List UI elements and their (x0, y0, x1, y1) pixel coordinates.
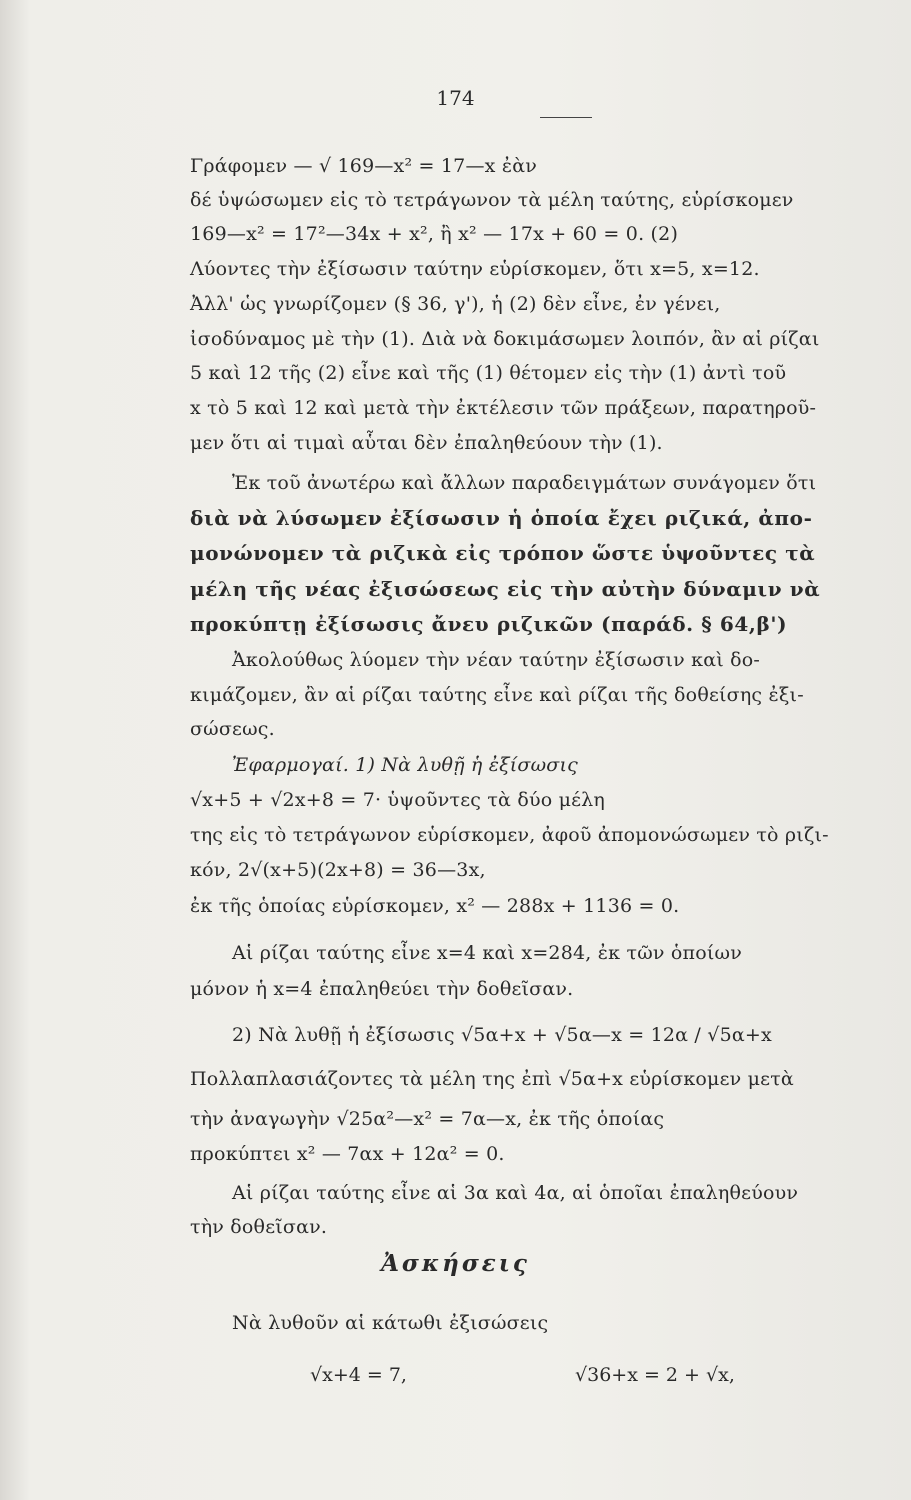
rule-line-bold: διὰ νὰ λύσωμεν ἐξίσωσιν ἡ ὁποία ἔχει ριζικά, ἀπο- (190, 506, 813, 530)
equation-line: √x+5 + √2x+8 = 7· ὑψοῦντες τὰ δύο μέλη (190, 789, 606, 811)
text-line: ἰσοδύναμος μὲ τὴν (1). Διὰ νὰ δοκιμάσωμεν λοιπόν, ἂν αἱ ρίζαι (190, 328, 820, 350)
text-line: μόνον ἡ x=4 ἐπαληθεύει τὴν δοθεῖσαν. (190, 978, 574, 1000)
text-line: Πολλαπλασιάζοντες τὰ μέλη της ἐπὶ √5α+x εὑρίσκομεν μετὰ (190, 1068, 794, 1090)
text-line: Ἀκολούθως λύομεν τὴν νέαν ταύτην ἐξίσωσιν καὶ δο- (232, 649, 761, 671)
text-line: Αἱ ρίζαι ταύτης εἶνε x=4 καὶ x=284, ἐκ τῶν ὁποίων (232, 942, 742, 964)
exercise-equation: √x+4 = 7, (310, 1364, 407, 1386)
text-line: σώσεως. (190, 718, 275, 740)
text-line: 5 καὶ 12 τῆς (2) εἶνε καὶ τῆς (1) θέτομεν εἰς τὴν (1) ἀντὶ τοῦ (190, 362, 787, 384)
text-line: μεν ὅτι αἱ τιμαὶ αὗται δὲν ἐπαληθεύουν τὴν (1). (190, 432, 663, 454)
text-line: Ἐκ τοῦ ἀνωτέρω καὶ ἄλλων παραδειγμάτων συνάγομεν ὅτι (232, 472, 817, 494)
text-line: Γράφομεν — √ 169—x² = 17—x ἐὰν (190, 155, 537, 177)
equation-line: 2) Νὰ λυθῇ ἡ ἐξίσωσις √5α+x + √5α—x = 12α / √5α+x (232, 1024, 772, 1046)
text-line: κιμάζομεν, ἂν αἱ ρίζαι ταύτης εἶνε καὶ ρίζαι τῆς δοθείσης ἐξι- (190, 684, 804, 706)
text-line: x τὸ 5 καὶ 12 καὶ μετὰ τὴν ἐκτέλεσιν τῶν πράξεων, παρατηροῦ- (190, 397, 817, 419)
rule-line-bold: μέλη τῆς νέας ἐξισώσεως εἰς τὴν αὐτὴν δύναμιν νὰ (190, 577, 821, 601)
equation-line: τὴν ἀναγωγὴν √25α²—x² = 7α—x, ἐκ τῆς ὁποίας (190, 1108, 665, 1130)
equation-line: κόν, 2√(x+5)(2x+8) = 36—3x, (190, 859, 486, 881)
page-number: 174 (436, 86, 475, 110)
rule-line-bold: μονώνομεν τὰ ριζικὰ εἰς τρόπον ὥστε ὑψοῦντες τὰ (190, 541, 816, 565)
text-line: Αἱ ρίζαι ταύτης εἶνε αἱ 3α καὶ 4α, αἱ ὁποῖαι ἐπαληθεύουν (232, 1182, 799, 1204)
text-line: δέ ὑψώσωμεν εἰς τὸ τετράγωνον τὰ μέλη ταύτης, εὑρίσκομεν (190, 189, 794, 211)
exercises-heading: Ἀσκήσεις (381, 1250, 530, 1277)
exercise-intro: Νὰ λυθοῦν αἱ κάτωθι ἐξισώσεις (232, 1312, 549, 1334)
equation-line: προκύπτει x² — 7αx + 12α² = 0. (190, 1143, 505, 1165)
page-number-rule (540, 117, 592, 118)
rule-line-bold: προκύπτῃ ἐξίσωσις ἄνευ ριζικῶν (παράδ. § 64,β') (190, 612, 788, 636)
exercise-equation: √36+x = 2 + √x, (575, 1364, 735, 1386)
text-line: της εἰς τὸ τετράγωνον εὑρίσκομεν, ἀφοῦ ἀπομονώσωμεν τὸ ριζι- (190, 824, 829, 846)
equation-line: 169—x² = 17²—34x + x², ἢ x² — 17x + 60 = 0. (2) (190, 223, 679, 245)
text-line: τὴν δοθεῖσαν. (190, 1216, 328, 1238)
applications-line: Ἐφαρμογαί. 1) Νὰ λυθῇ ἡ ἐξίσωσις (232, 754, 578, 776)
equation-line: ἐκ τῆς ὁποίας εὑρίσκομεν, x² — 288x + 1136 = 0. (190, 895, 680, 917)
text-line: Λύοντες τὴν ἐξίσωσιν ταύτην εὑρίσκομεν, ὅτι x=5, x=12. (190, 258, 760, 280)
text-line: Ἀλλ' ὡς γνωρίζομεν (§ 36, γ'), ἡ (2) δὲν εἶνε, ἐν γένει, (190, 293, 721, 315)
